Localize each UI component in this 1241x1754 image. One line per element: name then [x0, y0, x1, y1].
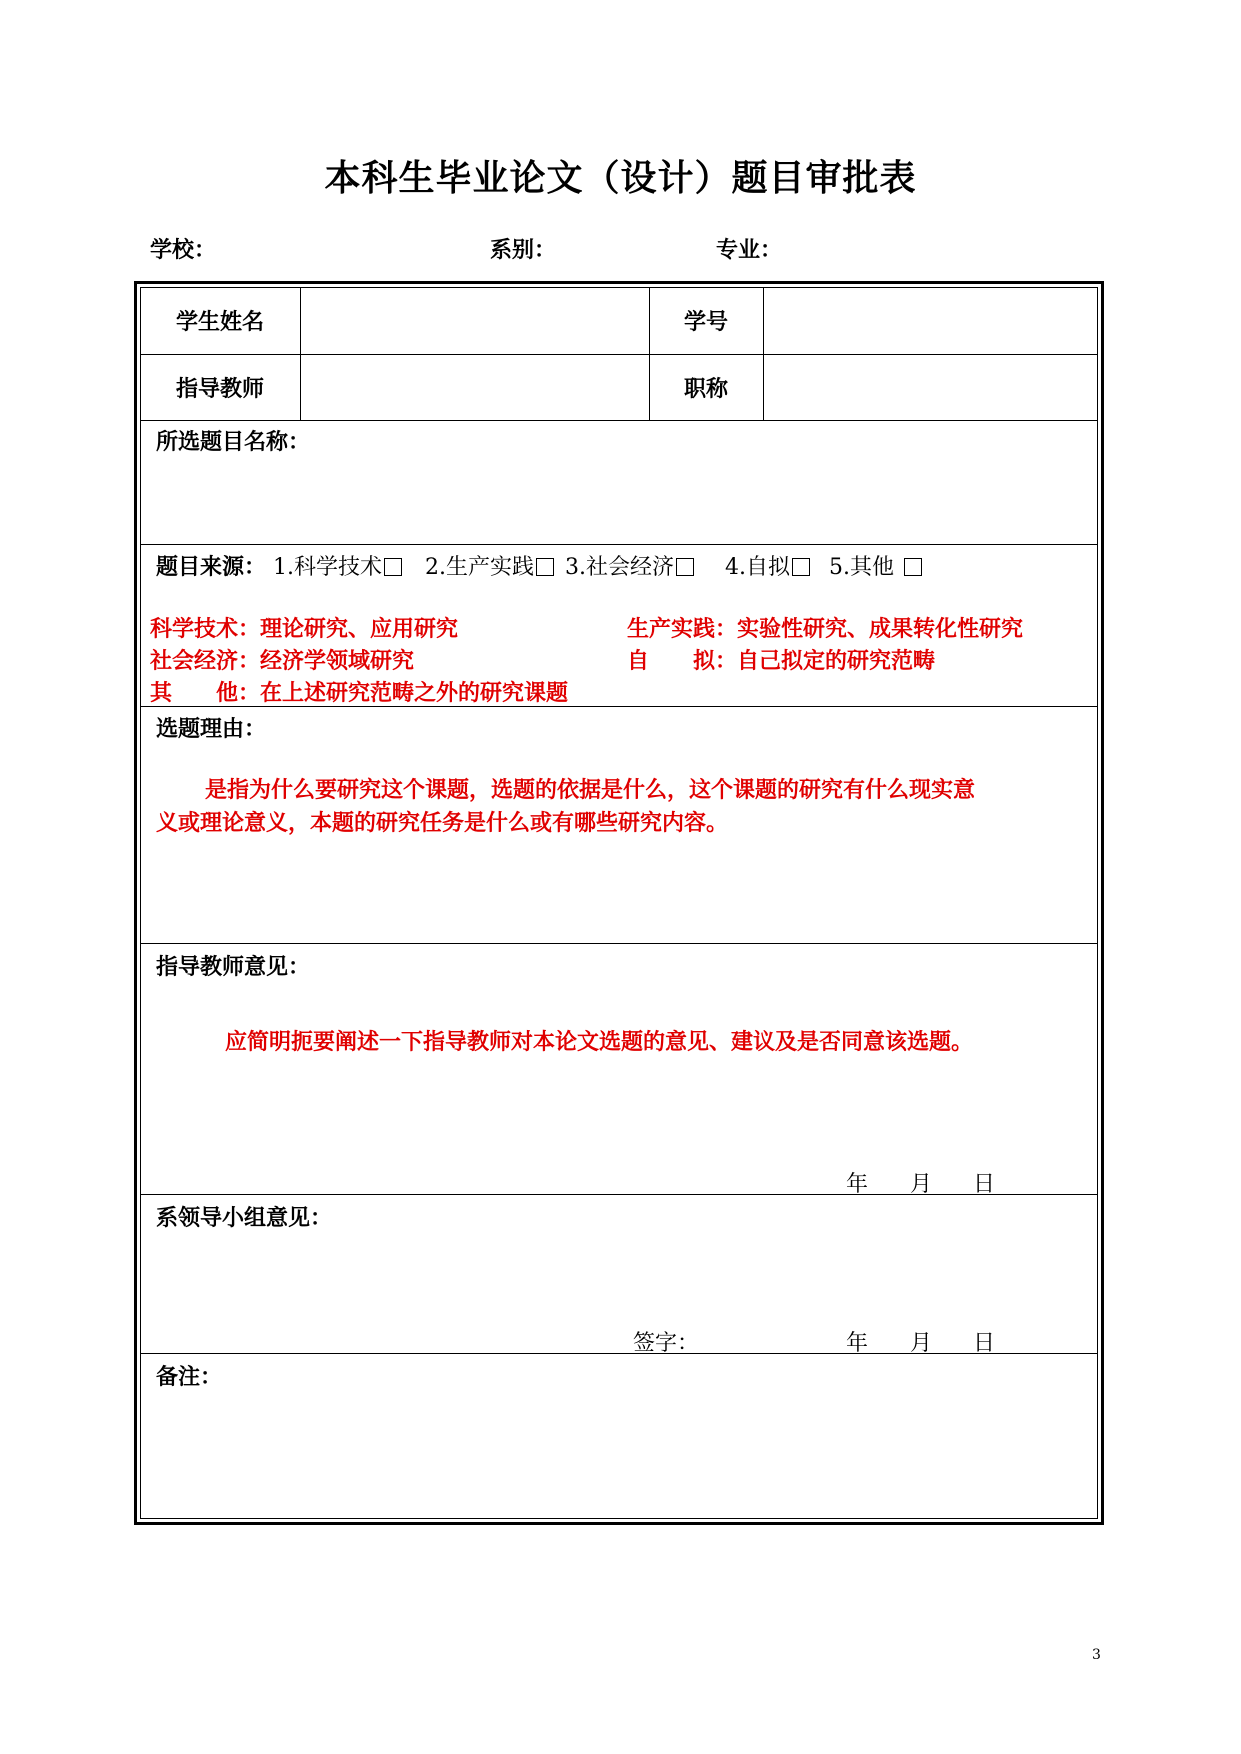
source-option-social-econ: 3.社会经济: [565, 555, 675, 580]
student-id-label: 学号: [683, 309, 728, 335]
page-number: 3: [1092, 1647, 1101, 1663]
student-name-label: 学生姓名: [175, 309, 264, 335]
advisor-date-day: 日: [973, 1172, 996, 1197]
student-name-field[interactable]: [302, 289, 647, 353]
student-id-field[interactable]: [765, 289, 1096, 353]
remarks-label: 备注：: [156, 1364, 223, 1390]
note-social-econ: 社会经济：经济学领域研究: [150, 648, 415, 674]
checkbox-self[interactable]: [792, 558, 810, 576]
department-label: 系别：: [490, 237, 557, 263]
note-production: 生产实践：实验性研究、成果转化性研究: [627, 616, 1024, 642]
topic-source-label: 题目来源：: [156, 554, 267, 580]
advisor-opinion-label: 指导教师意见：: [156, 954, 311, 980]
row-divider: [140, 544, 1098, 545]
reason-label: 选题理由：: [156, 716, 267, 742]
major-label: 专业：: [716, 237, 783, 263]
dept-date-year: 年: [846, 1331, 869, 1356]
source-option-other: 5.其他: [829, 555, 895, 580]
school-label: 学校：: [150, 237, 217, 263]
source-option-production: 2.生产实践: [425, 555, 535, 580]
advisor-field[interactable]: [302, 356, 647, 419]
topic-source-row: [156, 550, 926, 581]
advisor-date-month: 月: [910, 1172, 933, 1197]
checkbox-social-econ[interactable]: [676, 558, 694, 576]
checkbox-sci-tech[interactable]: [384, 558, 402, 576]
note-self: 自 拟：自己拟定的研究范畴: [627, 648, 936, 674]
row-divider: [140, 1353, 1098, 1354]
column-divider: [300, 287, 301, 420]
column-divider: [763, 287, 764, 420]
dept-date-day: 日: [973, 1331, 996, 1356]
dept-date-month: 月: [910, 1331, 933, 1356]
source-option-self: 4.自拟: [725, 555, 791, 580]
checkbox-other[interactable]: [904, 558, 922, 576]
reason-note-line2: 义或理论意义，本题的研究任务是什么或有哪些研究内容。: [156, 810, 729, 836]
remarks-field[interactable]: [142, 1392, 1096, 1516]
advisor-date-year: 年: [846, 1172, 869, 1197]
title-rank-field[interactable]: [765, 356, 1096, 419]
page-title: 本科生毕业论文（设计）题目审批表: [324, 157, 917, 199]
advisor-label: 指导教师: [175, 376, 264, 402]
source-option-sci-tech: 1.科学技术: [273, 555, 383, 580]
topic-name-label: 所选题目名称：: [156, 429, 311, 455]
advisor-opinion-note: 应简明扼要阐述一下指导教师对本论文选题的意见、建议及是否同意该选题。: [225, 1029, 974, 1055]
title-rank-label: 职称: [683, 376, 728, 402]
row-divider: [140, 354, 1098, 355]
reason-note-line1: 是指为什么要研究这个课题，选题的依据是什么，这个课题的研究有什么现实意: [205, 777, 976, 803]
note-sci-tech: 科学技术：理论研究、应用研究: [150, 616, 459, 642]
checkbox-production[interactable]: [536, 558, 554, 576]
row-divider: [140, 1194, 1098, 1195]
topic-name-field[interactable]: [142, 458, 1096, 542]
dept-opinion-label: 系领导小组意见：: [156, 1205, 333, 1231]
row-divider: [140, 420, 1098, 421]
row-divider: [140, 943, 1098, 944]
signature-label: 签字：: [633, 1331, 700, 1356]
note-other: 其 他：在上述研究范畴之外的研究课题: [150, 680, 569, 706]
